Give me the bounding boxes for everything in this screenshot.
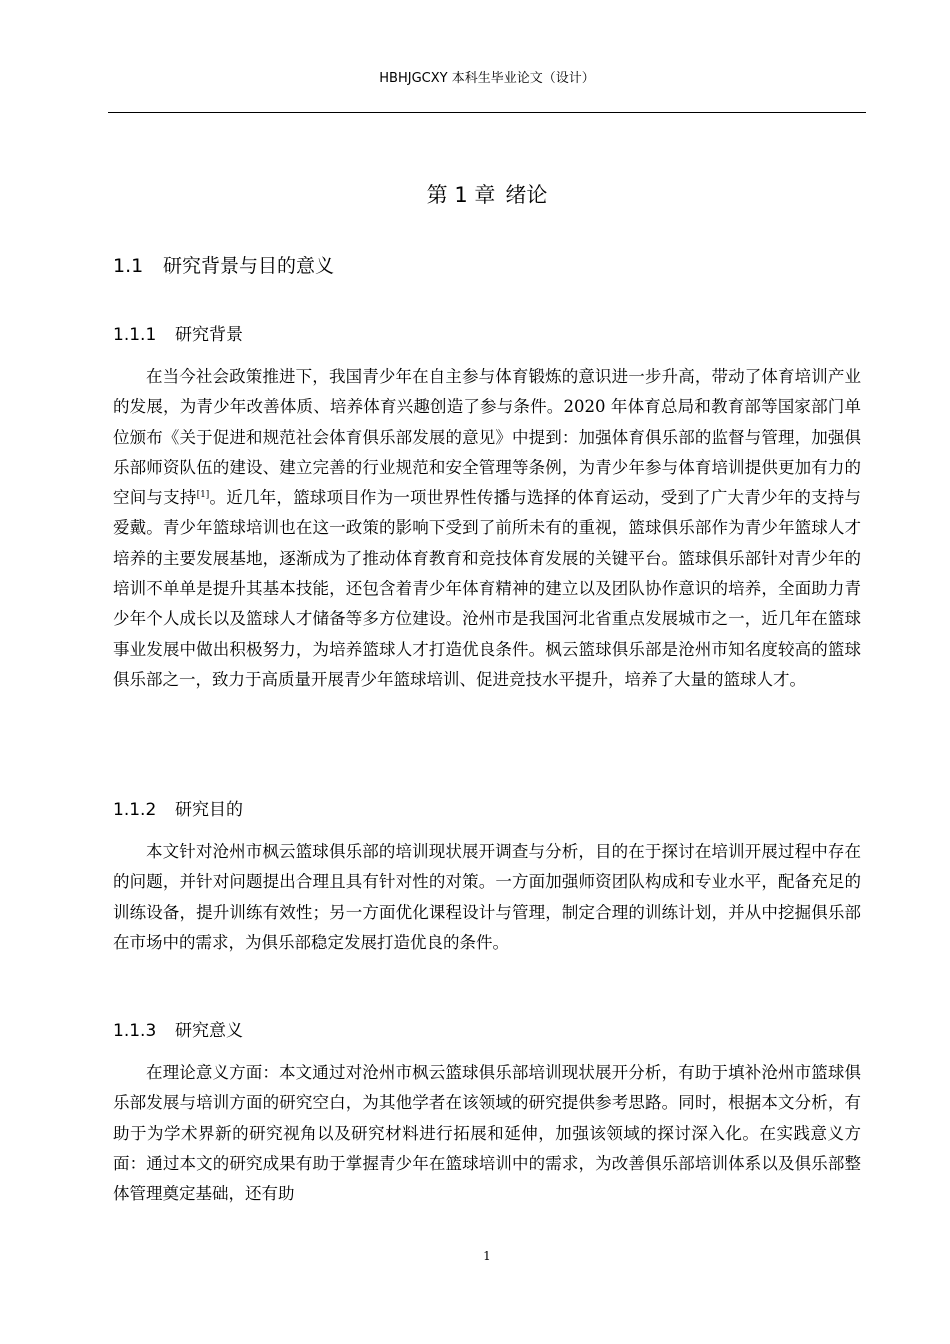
background-text-part1: 在当今社会政策推进下，我国青少年在自主参与体育锻炼的意识进一步升高，带动了体育培训产业的发展，为青少年改善体质、培养体育兴趣创造了参与条件。2020 年体育总局和教育部等国家部门单位颁布《关于促进和规范社会体育俱乐部发展的意见》中提到：加强体育俱乐部的监督与管理，加强俱乐部师资队伍的建设、建立完善的行业规范和安全管理等条例，为青少年参与体育培训提供更加有力的空间与支持 <box>113 367 861 508</box>
chapter-title <box>108 180 866 210</box>
subsection-heading-1-1-3 <box>113 1018 243 1044</box>
background-paragraph <box>113 362 861 695</box>
chapter-number: 第 1 章 <box>426 183 496 207</box>
chapter-name: 绪论 <box>505 183 548 207</box>
background-text-part2: 。近几年，篮球项目作为一项世界性传播与选择的体育运动，受到了广大青少年的支持与爱戴。青少年篮球培训也在这一政策的影响下受到了前所未有的重视，篮球俱乐部作为青少年篮球人才培养的主要发展基地，逐渐成为了推动体育教育和竞技体育发展的关键平台。篮球俱乐部针对青少年的培训不单单是提升其基本技能，还包含着青少年体育精神的建立以及团队协作意识的培养，全面助力青少年个人成长以及篮球人才储备等多方位建设。沧州市是我国河北省重点发展城市之一，近几年在篮球事业发展中做出积极努力，为培养篮球人才打造优良条件。枫云篮球俱乐部是沧州市知名度较高的篮球俱乐部之一，致力于高质量开展青少年篮球培训、促进竞技水平提升，培养了大量的篮球人才。 <box>113 488 862 689</box>
subsection-number: 1.1.3 <box>113 1021 157 1041</box>
significance-paragraph: 在理论意义方面：本文通过对沧州市枫云篮球俱乐部培训现状展开分析，有助于填补沧州市篮球俱乐部发展与培训方面的研究空白，为其他学者在该领域的研究提供参考思路。同时，根据本文分析，有助于为学术界新的研究视角以及研究材料进行拓展和延伸，加强该领域的探讨深入化。在实践意义方面：通过本文的研究成果有助于掌握青少年在篮球培训中的需求，为改善俱乐部培训体系以及俱乐部整体管理奠定基础，还有助 <box>113 1063 861 1204</box>
citation-ref: [1] <box>196 490 210 501</box>
subsection-title: 研究意义 <box>175 1021 243 1041</box>
subsection-number: 1.1.1 <box>113 325 157 345</box>
subsection-title: 研究目的 <box>175 800 243 820</box>
subsection-number: 1.1.2 <box>113 800 157 820</box>
subsection-title: 研究背景 <box>175 325 243 345</box>
purpose-paragraph: 本文针对沧州市枫云篮球俱乐部的培训现状展开调查与分析，目的在于探讨在培训开展过程中存在的问题，并针对问题提出合理且具有针对性的对策。一方面加强师资团队构成和专业水平，配备充足的训练设备，提升训练有效性；另一方面优化课程设计与管理，制定合理的训练计划，并从中挖掘俱乐部在市场中的需求，为俱乐部稳定发展打造优良的条件。 <box>113 842 861 952</box>
running-header: HBHJGCXY 本科生毕业论文（设计） <box>379 71 595 86</box>
section-number: 1.1 <box>113 255 144 277</box>
header-rule <box>108 112 866 113</box>
section-heading-1-1 <box>113 252 334 280</box>
page-number: 1 <box>483 1249 491 1263</box>
subsection-heading-1-1-2 <box>113 797 243 823</box>
subsection-heading-1-1-1 <box>113 322 243 348</box>
section-title: 研究背景与目的意义 <box>163 255 335 277</box>
